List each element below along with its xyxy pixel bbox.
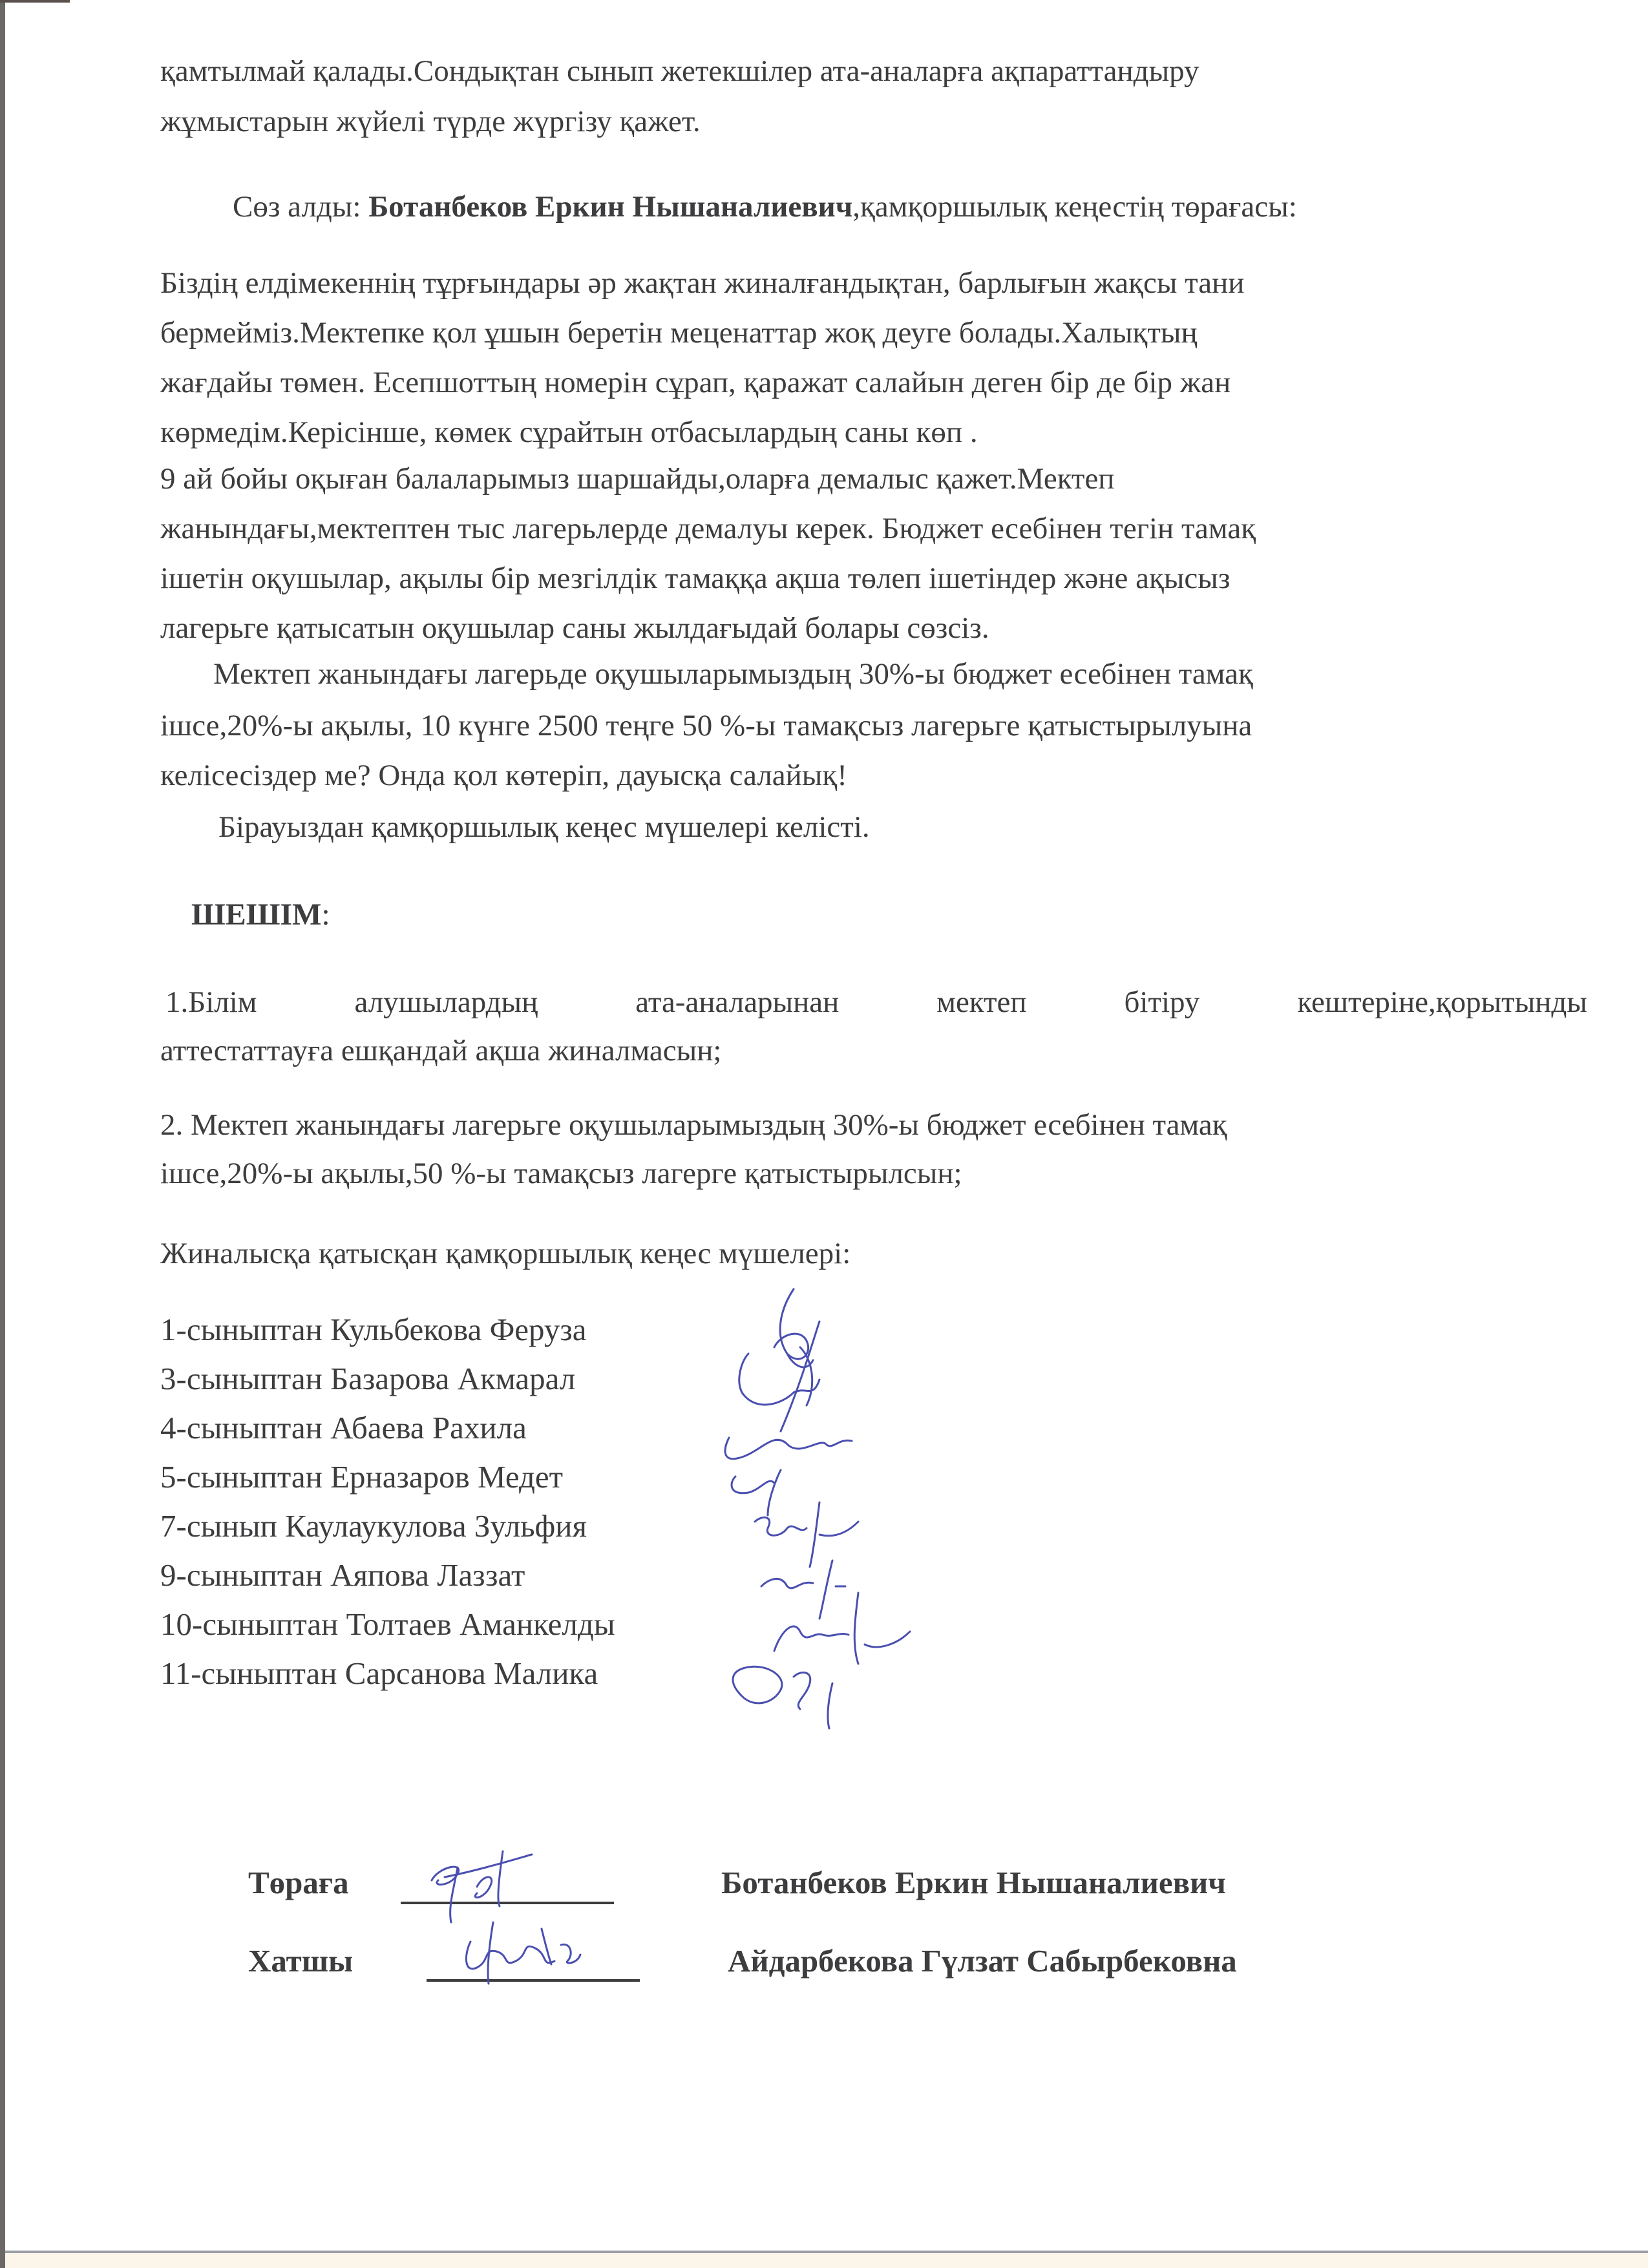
- speech-line: келісесіздер ме? Онда қол көтеріп, дауысқа салайық!: [160, 759, 847, 792]
- decision-item-2-line-2: ішсе,20%-ы ақылы,50 %-ы тамақсыз лагерге қатыстырылсын;: [160, 1157, 962, 1190]
- member-item: 7-сынып Каулаукулова Зульфия: [160, 1508, 587, 1544]
- intro-line-1: қамтылмай қалады.Сондықтан сынып жетекшілер ата-аналарға ақпараттандыру: [160, 54, 1199, 88]
- member-item: 3-сыныптан Базарова Акмарал: [160, 1361, 576, 1396]
- word: кештеріне,қорытынды: [1297, 985, 1587, 1019]
- member-item: 4-сыныптан Абаева Рахила: [160, 1410, 527, 1445]
- speech-line: жанындағы,мектептен тыс лагерьлерде демалуы керек. Бюджет есебінен тегін тамақ: [160, 512, 1256, 545]
- scan-edge-shadow: [0, 0, 5, 2268]
- speaker-prefix: Сөз алды:: [233, 190, 369, 224]
- speech-line: Бірауыздан қамқоршылық кеңес мүшелері келісті.: [218, 810, 870, 844]
- member-item: 5-сыныптан Ерназаров Медет: [160, 1459, 564, 1495]
- scan-top-edge: [0, 0, 70, 3]
- member-signatures-icon: [703, 1283, 975, 1735]
- signature-stroke: [774, 1593, 910, 1664]
- signature-stroke: [761, 1560, 845, 1619]
- decision-heading: [191, 897, 330, 933]
- speech-line: көрмедім.Керісінше, көмек сұрайтын отбасылардың саны көп .: [160, 415, 978, 449]
- speech-line: жағдайы төмен. Есепшоттың номерін сұрап, қаражат салайын деген бір де бір жан: [160, 366, 1231, 399]
- chairman-name: Ботанбеков Еркин Нышаналиевич: [721, 1865, 1226, 1900]
- intro-line-2: жұмыстарын жүйелі түрде жүргізу қажет.: [160, 105, 701, 138]
- decision-heading-text: ШЕШІМ: [191, 898, 322, 932]
- members-heading: Жиналысқа қатысқан қамқоршылық кеңес мүшелері:: [160, 1237, 851, 1270]
- speech-line: ішсе,20%-ы ақылы, 10 күнге 2500 теңге 50 %-ы тамақсыз лагерьге қатыстырылуына: [160, 709, 1252, 742]
- speech-line: ішетін оқушылар, ақылы бір мезгілдік тамаққа ақша төлеп ішетіндер және ақысыз: [160, 562, 1231, 595]
- signature-stroke: [739, 1347, 819, 1405]
- decision-item-1-line-1: [165, 984, 1587, 1020]
- speaker-name: Ботанбеков Еркин Нышаналиевич: [368, 190, 853, 224]
- signature-stroke: [466, 1922, 580, 1984]
- speech-line: Біздің елдімекеннің тұрғындары әр жақтан жиналғандықтан, барлығын жақсы тани: [160, 266, 1245, 300]
- word: бітіру: [1124, 985, 1200, 1019]
- chairman-signature-icon: [419, 1842, 561, 1926]
- member-item: 1-сыныптан Кульбекова Феруза: [160, 1312, 587, 1347]
- speech-line: бермейміз.Мектепке қол ұшын беретін меценаттар жоқ деуге болады.Халықтың: [160, 316, 1198, 350]
- signature-stroke: [774, 1289, 819, 1431]
- word: мектеп: [936, 985, 1027, 1019]
- signature-stroke: [432, 1851, 532, 1922]
- signature-stroke: [725, 1438, 852, 1459]
- member-item: 10-сыныптан Толтаев Аманкелды: [160, 1606, 615, 1642]
- signature-stroke: [732, 1470, 781, 1515]
- word: ата-аналарынан: [635, 985, 840, 1019]
- chairman-role-label: Төраға: [248, 1865, 349, 1900]
- decision-item-1-line-2: аттестаттауға ешқандай ақша жиналмасын;: [160, 1034, 722, 1067]
- member-item: 9-сыныптан Аяпова Лаззат: [160, 1557, 525, 1593]
- speech-line: 9 ай бойы оқыған балаларымыз шаршайды,оларға демалыс қажет.Мектеп: [160, 462, 1115, 496]
- document-page: [5, 0, 1648, 2253]
- member-item: 11-сыныптан Сарсанова Малика: [160, 1655, 598, 1691]
- speech-line: лагерьге қатысатын оқушылар саны жылдағыдай болары сөзсіз.: [160, 611, 989, 645]
- speaker-role: ,қамқоршылық кеңестің төрағасы:: [852, 190, 1297, 224]
- signature-stroke: [733, 1666, 832, 1728]
- speech-line: Мектеп жанындағы лагерьде оқушыларымыздың 30%-ы бюджет есебінен тамақ: [213, 657, 1253, 691]
- word: 1.Білім: [165, 985, 257, 1019]
- speaker-line: [233, 189, 1297, 225]
- word: алушылардың: [354, 985, 538, 1019]
- decision-heading-colon: :: [321, 898, 330, 932]
- secretary-signature-icon: [458, 1916, 600, 1987]
- secretary-role-label: Хатшы: [248, 1943, 354, 1979]
- decision-item-2-line-1: 2. Мектеп жанындағы лагерьге оқушыларымыздың 30%-ы бюджет есебінен тамақ: [160, 1108, 1227, 1142]
- secretary-name: Айдарбекова Гүлзат Сабырбековна: [728, 1943, 1237, 1979]
- signature-stroke: [755, 1502, 858, 1567]
